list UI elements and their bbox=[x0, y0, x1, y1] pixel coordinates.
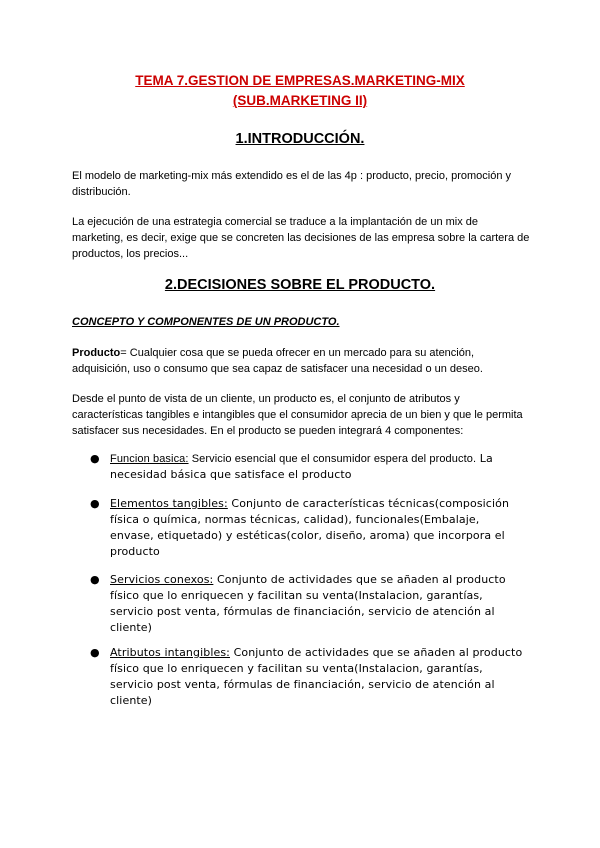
component-term: Elementos tangibles: bbox=[110, 497, 228, 510]
component-description: Conjunto de actividades que se añaden al producto físico que lo enriquecen y facilitan su venta(Instalacion, garantías, servicio post venta, fórmulas de financiación, servicio de atención al cliente) bbox=[110, 646, 523, 707]
bullet-dot-icon: ● bbox=[90, 497, 100, 510]
component-description: Conjunto de actividades que se añaden al producto físico que lo enriquecen y facilitan su venta(Instalacion, garantías, servicio post venta, fórmulas de financiación, servicio de atención al cliente) bbox=[110, 573, 506, 634]
component-description: Conjunto de características técnicas(composición física o química, normas técnicas, calidad), funcionales(Embalaje, envase, etiquetado) y estéticas(color, diseño, aroma) que incorpora el producto bbox=[110, 497, 510, 558]
intro-paragraph-2: La ejecución de una estrategia comercial se traduce a la implantación de un mix de marketing, es decir, exige que se concreten las decisiones de las empresa sobre la cartera de productos, los precios... bbox=[72, 216, 530, 260]
components-intro-paragraph: Desde el punto de vista de un cliente, un producto es, el conjunto de atributos y características tangibles e intangibles que el consumidor aprecia de un bien y que le permita satisfacer sus necesidades. En el producto se pueden integrará 4 componentes: bbox=[72, 393, 523, 437]
component-term: Funcion basica: bbox=[110, 453, 189, 465]
component-item-2 bbox=[90, 496, 525, 560]
component-term: Atributos intangibles: bbox=[110, 646, 230, 659]
section-heading-producto: 2.DECISIONES SOBRE EL PRODUCTO. bbox=[164, 277, 436, 293]
section-heading-introduccion: 1.INTRODUCCIÓN. bbox=[235, 131, 365, 147]
component-item-3 bbox=[90, 572, 525, 636]
bullet-dot-icon: ● bbox=[90, 573, 100, 586]
component-term: Servicios conexos: bbox=[110, 573, 214, 586]
producto-term: Producto bbox=[72, 347, 121, 359]
component-item-1 bbox=[90, 451, 525, 483]
component-description: La necesidad básica que satisface el producto bbox=[110, 452, 493, 481]
producto-definition bbox=[72, 345, 532, 377]
bullet-dot-icon: ● bbox=[90, 452, 100, 465]
intro-paragraph-1: El modelo de marketing-mix más extendido es el de las 4p : producto, precio, promoción y distribución. bbox=[72, 170, 511, 198]
subheading-concepto: CONCEPTO Y COMPONENTES DE UN PRODUCTO. bbox=[72, 316, 340, 328]
bullet-dot-icon: ● bbox=[90, 646, 100, 659]
document-title-line2: (SUB.MARKETING II) bbox=[232, 93, 368, 108]
document-title-line1: TEMA 7.GESTION DE EMPRESAS.MARKETING-MIX bbox=[135, 73, 465, 88]
component-description-lead: Servicio esencial que el consumidor espera del producto. bbox=[188, 453, 477, 465]
component-item-4 bbox=[90, 645, 525, 709]
producto-definition-text: = Cualquier cosa que se pueda ofrecer en un mercado para su atención, adquisición, uso o consumo que sea capaz de satisfacer una necesidad o un deseo. bbox=[72, 347, 483, 375]
